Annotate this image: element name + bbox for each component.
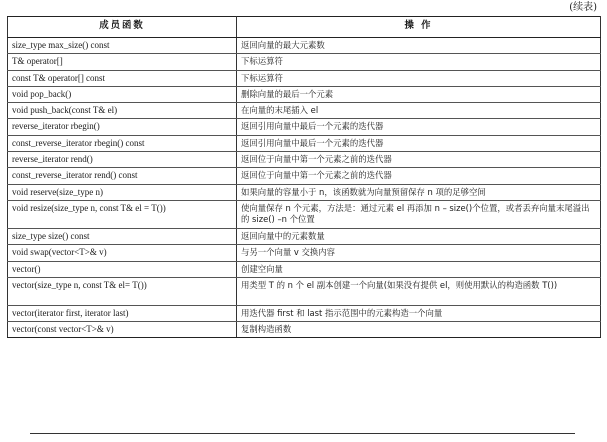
member-signature: reverse_iterator rend() <box>8 152 237 168</box>
member-signature: void reserve(size_type n) <box>8 184 237 200</box>
member-description: 下标运算符 <box>237 70 601 86</box>
table-row <box>8 119 601 135</box>
table-row <box>8 152 601 168</box>
member-signature: T& operator[] <box>8 54 237 70</box>
member-signature: vector(iterator first, iterator last) <box>8 305 237 321</box>
member-description: 创建空向量 <box>237 261 601 277</box>
table-row <box>8 184 601 200</box>
member-signature: vector(const vector<T>& v) <box>8 322 237 338</box>
member-signature: size_type size() const <box>8 228 237 244</box>
continued-label: (续表) <box>569 2 597 13</box>
table-row <box>8 322 601 338</box>
table-row <box>8 38 601 54</box>
table-row <box>8 245 601 261</box>
table-row <box>8 228 601 244</box>
member-description: 返回引用向量中最后一个元素的迭代器 <box>237 119 601 135</box>
member-description: 使向量保存 n 个元素，方法是：通过元素 el 再添加 n – size()个位置，或者丢弃向量末尾溢出的 size() –n 个位置 <box>237 200 601 228</box>
table-row <box>8 168 601 184</box>
member-description: 复制构造函数 <box>237 322 601 338</box>
member-description: 返回位于向量中第一个元素之前的迭代器 <box>237 168 601 184</box>
header-operation: 操 作 <box>237 17 601 38</box>
member-description: 下标运算符 <box>237 54 601 70</box>
member-description: 在向量的末尾插入 el <box>237 103 601 119</box>
member-signature: reverse_iterator rbegin() <box>8 119 237 135</box>
table-row <box>8 305 601 321</box>
member-signature: vector() <box>8 261 237 277</box>
member-description: 用迭代器 first 和 last 指示范围中的元素构造一个向量 <box>237 305 601 321</box>
header-member-function: 成员函数 <box>8 17 237 38</box>
table-row <box>8 200 601 228</box>
member-function-table <box>7 16 601 338</box>
member-signature: vector(size_type n, const T& el= T()) <box>8 277 237 305</box>
table-row <box>8 135 601 151</box>
footer-divider <box>30 433 575 434</box>
member-description: 返回位于向量中第一个元素之前的迭代器 <box>237 152 601 168</box>
member-description: 如果向量的容量小于 n，该函数就为向量预留保存 n 项的足够空间 <box>237 184 601 200</box>
table-row <box>8 103 601 119</box>
member-description: 与另一个向量 v 交换内容 <box>237 245 601 261</box>
table-header-row <box>8 17 601 38</box>
table-row <box>8 261 601 277</box>
member-description: 返回引用向量中最后一个元素的迭代器 <box>237 135 601 151</box>
member-signature: const T& operator[] const <box>8 70 237 86</box>
member-description: 删除向量的最后一个元素 <box>237 86 601 102</box>
member-description: 返回向量的最大元素数 <box>237 38 601 54</box>
table-row <box>8 86 601 102</box>
member-signature: const_reverse_iterator rbegin() const <box>8 135 237 151</box>
member-signature: void pop_back() <box>8 86 237 102</box>
table-row <box>8 277 601 305</box>
table-row <box>8 54 601 70</box>
member-signature: void push_back(const T& el) <box>8 103 237 119</box>
member-signature: void swap(vector<T>& v) <box>8 245 237 261</box>
member-description: 返回向量中的元素数量 <box>237 228 601 244</box>
member-description: 用类型 T 的 n 个 el 副本创建一个向量(如果没有提供 el，则使用默认的构造函数 T()) <box>237 277 601 305</box>
member-signature: void resize(size_type n, const T& el = T()) <box>8 200 237 228</box>
member-signature: const_reverse_iterator rend() const <box>8 168 237 184</box>
table-row <box>8 70 601 86</box>
member-signature: size_type max_size() const <box>8 38 237 54</box>
